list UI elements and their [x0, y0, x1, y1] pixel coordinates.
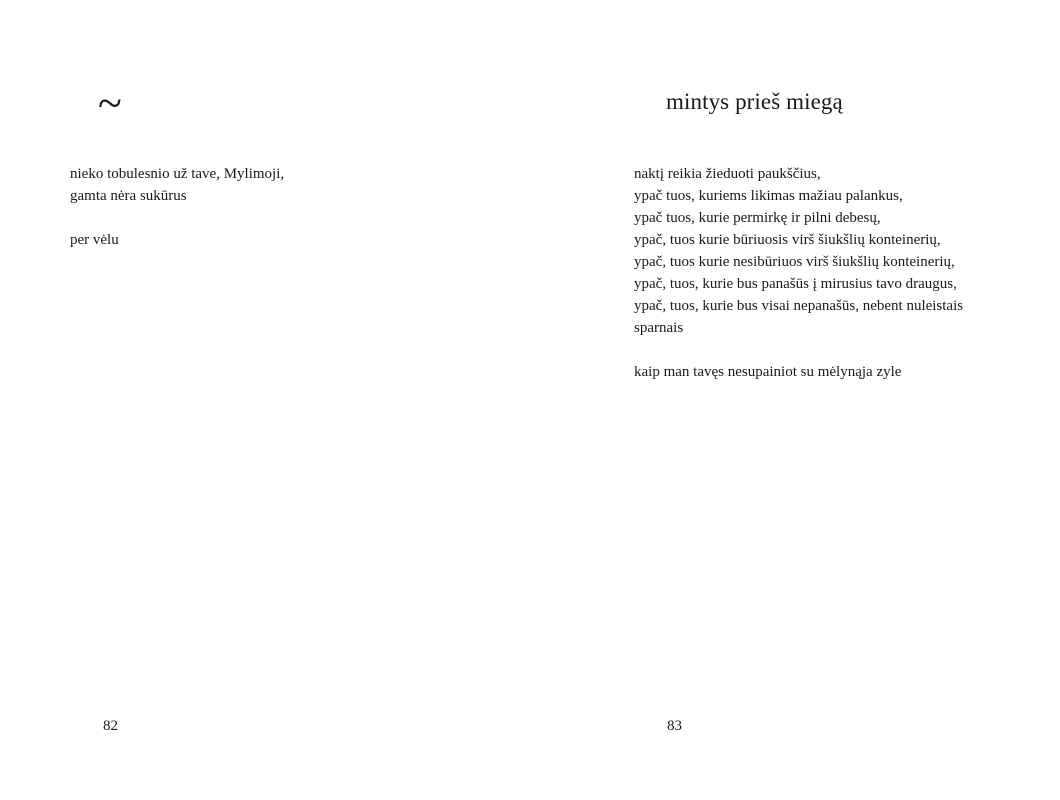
- page-number: 83: [667, 718, 682, 734]
- poem-title: mintys prieš miegą: [666, 89, 843, 114]
- poem-line: ypač, tuos, kurie bus panašūs į mirusius tavo draugus,: [634, 276, 957, 292]
- poem-line: ypač, tuos kurie nesibūriuos virš šiukšlių konteinerių,: [634, 254, 955, 270]
- poem-line: sparnais: [634, 320, 684, 336]
- poem-line: kaip man tavęs nesupainiot su mėlynąja zyle: [634, 364, 902, 380]
- poem-body-right: [634, 163, 1034, 383]
- poem-line: naktį reikia žieduoti paukščius,: [634, 166, 821, 182]
- page-number: 82: [103, 718, 118, 734]
- stanza: [634, 163, 1034, 339]
- poem-line: ypač tuos, kurie permirkę ir pilni debesų,: [634, 210, 881, 226]
- poem-line: ypač tuos, kuriems likimas mažiau palankus,: [634, 188, 903, 204]
- poem-ornament: ~: [98, 79, 122, 128]
- poem-line: gamta nėra sukūrus: [70, 188, 187, 204]
- stanza: [70, 229, 490, 251]
- stanza: [70, 163, 490, 207]
- stanza: [634, 361, 1034, 383]
- poem-line: ypač, tuos, kurie bus visai nepanašūs, nebent nuleistais: [634, 298, 964, 314]
- right-page: [530, 0, 1060, 800]
- poem-line: per vėlu: [70, 232, 119, 248]
- poem-line: ypač, tuos kurie būriuosis virš šiukšlių konteinerių,: [634, 232, 941, 248]
- poem-line: nieko tobulesnio už tave, Mylimoji,: [70, 166, 285, 182]
- poem-body-left: [70, 163, 490, 251]
